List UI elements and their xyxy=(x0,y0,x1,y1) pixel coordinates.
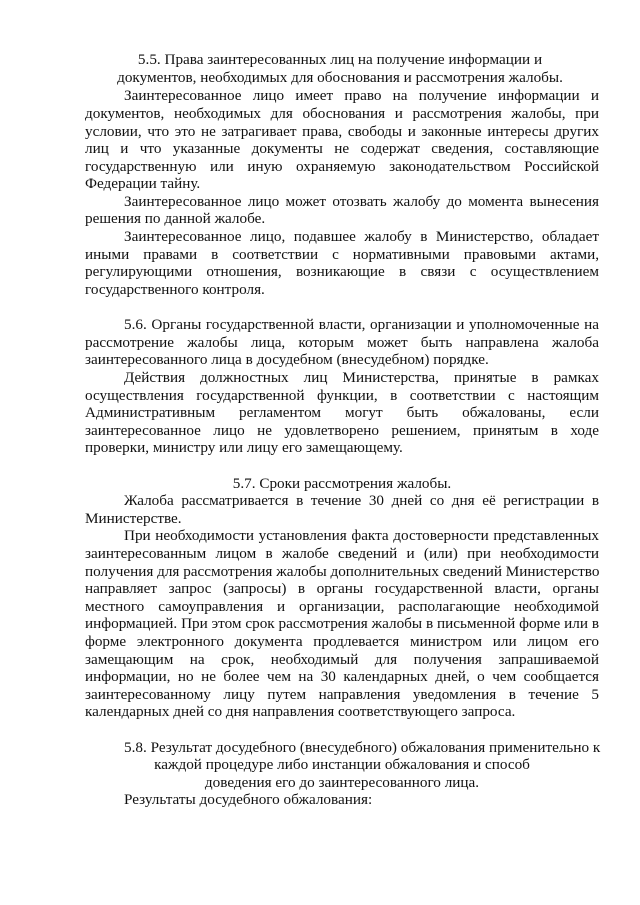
paragraph-line: государственную или иную охраняемую законодательством Российской xyxy=(85,158,599,175)
paragraph-line: иными правами в соответствии с нормативными правовыми актами, xyxy=(85,246,599,263)
paragraph-line: Жалоба рассматривается в течение 30 дней со дня её регистрации в xyxy=(124,492,599,509)
section-5-8-title-cont: доведения его до заинтересованного лица. xyxy=(204,774,480,791)
paragraph-line: условии, что это не затрагивает права, свободы и законные интересы других xyxy=(85,123,599,140)
paragraph-line: Заинтересованное лицо, подавшее жалобу в Министерство, обладает xyxy=(124,228,599,245)
section-5-5-title: 5.5. Права заинтересованных лиц на получение информации и xyxy=(137,51,543,68)
paragraph-line: Заинтересованное лицо может отозвать жалобу до момента вынесения xyxy=(124,193,599,210)
section-5-6-title: 5.6. Органы государственной власти, организации и уполномоченные на xyxy=(124,316,599,333)
paragraph-line: регулирующими отношения, возникающие в связи с осуществлением xyxy=(85,263,599,280)
section-5-8-title: 5.8. Результат досудебного (внесудебного) обжалования применительно к xyxy=(124,739,601,756)
paragraph-line: Действия должностных лиц Министерства, принятые в рамках xyxy=(124,369,599,386)
section-5-7-title: 5.7. Сроки рассмотрения жалобы. xyxy=(232,475,452,492)
paragraph-line: замещающим на срок, необходимый для получения запрашиваемой xyxy=(85,651,599,668)
paragraph-line: осуществления государственной функции, в соответствии с настоящим xyxy=(85,387,599,404)
section-5-6-title-cont: рассмотрение жалобы лица, которым может быть направлена жалоба xyxy=(85,334,599,351)
paragraph-line: Федерации тайну. xyxy=(85,175,201,192)
paragraph-line: заинтересованное лицо не удовлетворено решением, принятым в ходе xyxy=(85,422,599,439)
paragraph-line: лиц и что указанные документы не содержат сведения, составляющие xyxy=(85,140,599,157)
paragraph-line: документов, необходимых для обоснования и рассмотрения жалобы, при xyxy=(85,105,599,122)
section-5-8-title-cont: каждой процедуре либо инстанции обжалования и способ xyxy=(154,756,530,773)
paragraph-line: направляет запрос (запросы) в органы государственной власти, органы xyxy=(85,580,599,597)
paragraph-line: форме электронного документа продлевается министром или лицом его xyxy=(85,633,599,650)
paragraph-line: Результаты досудебного обжалования: xyxy=(124,791,373,808)
paragraph-line: получения для рассмотрения жалобы дополнительных сведений Министерство xyxy=(85,563,600,580)
paragraph-line: календарных дней со дня направления соответствующего запроса. xyxy=(85,703,516,720)
paragraph-line: Министерстве. xyxy=(85,510,182,527)
paragraph-line: проверки, министру или лицу его замещающему. xyxy=(85,439,403,456)
paragraph-line: Административным регламентом могут быть обжалованы, если xyxy=(85,404,599,421)
paragraph-line: При необходимости установления факта достоверности представленных xyxy=(124,527,599,544)
paragraph-line: заинтересованному лицу путем направления уведомления в течение 5 xyxy=(85,686,599,703)
paragraph-line: информации, но не более чем на 30 календарных дней, о чем сообщается xyxy=(85,668,599,685)
paragraph-line: государственного контроля. xyxy=(85,281,265,298)
paragraph-line: решения по данной жалобе. xyxy=(85,210,266,227)
paragraph-line: информацией. При этом срок рассмотрения жалобы в письменной форме или в xyxy=(85,615,599,632)
paragraph-line: Заинтересованное лицо имеет право на получение информации и xyxy=(124,87,599,104)
paragraph-line: заинтересованным лицом в жалобе сведений и (или) при необходимости xyxy=(85,545,599,562)
section-5-5-title-cont: документов, необходимых для обоснования и рассмотрения жалобы. xyxy=(117,69,563,86)
paragraph-line: местного самоуправления и организации, располагающие необходимой xyxy=(85,598,599,615)
section-5-6-title-cont: заинтересованного лица в досудебном (внесудебном) порядке. xyxy=(85,351,489,368)
